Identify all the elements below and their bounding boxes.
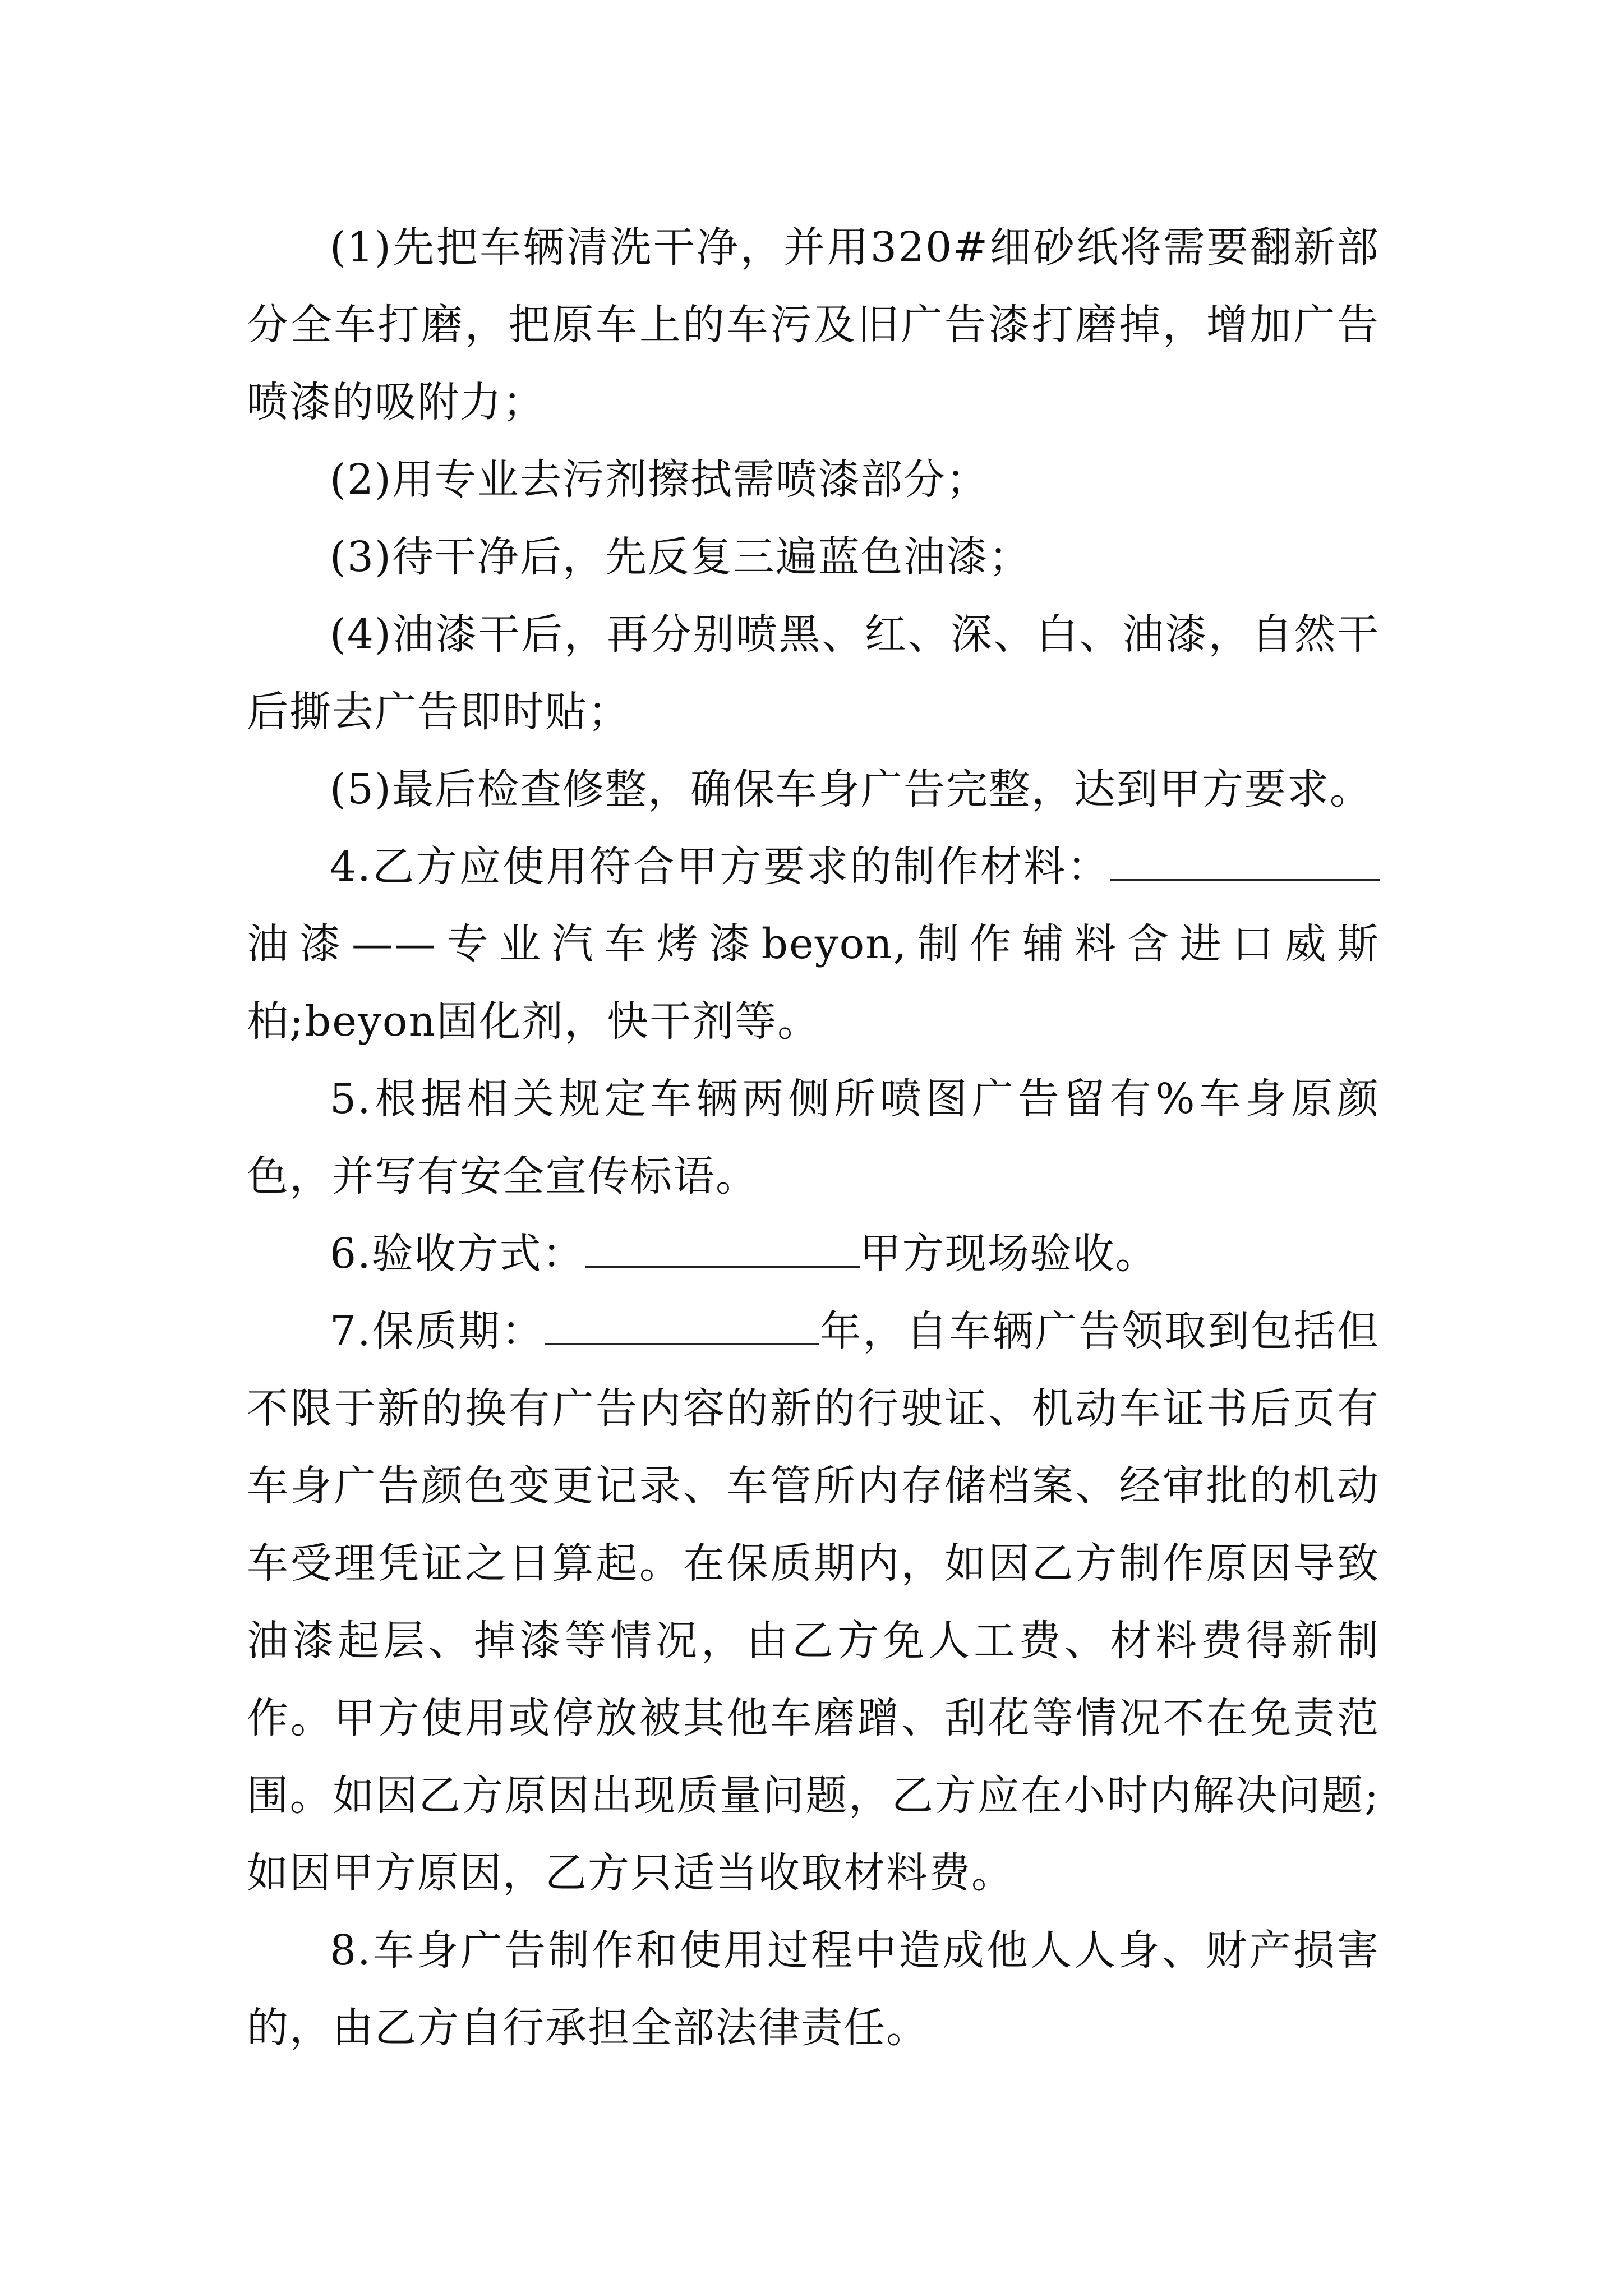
paragraph-item-7 xyxy=(247,1292,1380,1912)
acceptance-method-blank-field[interactable] xyxy=(585,1230,860,1268)
item-4-suffix: 油漆——专业汽车烤漆beyon,制作辅料含进口威斯柏;beyon固化剂，快干剂等。 xyxy=(247,920,1380,1046)
paragraph-item-4 xyxy=(247,828,1380,1060)
paragraph-item-8: 8.车身广告制作和使用过程中造成他人人身、财产损害的，由乙方自行承担全部法律责任。 xyxy=(247,1926,1380,2052)
item-7-prefix: 7.保质期： xyxy=(330,1307,545,1355)
item-6-prefix: 6.验收方式： xyxy=(330,1230,585,1278)
paragraph-step-5: (5)最后检查修整，确保车身广告完整，达到甲方要求。 xyxy=(330,765,1372,813)
paragraph-step-4: (4)油漆干后，再分别喷黑、红、深、白、油漆，自然干后撕去广告即时贴； xyxy=(247,610,1380,736)
paragraph-step-3: (3)待干净后，先反复三遍蓝色油漆； xyxy=(330,533,1031,581)
item-4-prefix: 4.乙方应使用符合甲方要求的制作材料： xyxy=(330,843,1110,891)
warranty-period-blank-field[interactable] xyxy=(545,1308,819,1345)
paragraph-item-6 xyxy=(247,1215,1380,1292)
item-6-suffix: 甲方现场验收。 xyxy=(859,1230,1158,1278)
paragraph-step-2: (2)用专业去污剂擦拭需喷漆部分； xyxy=(330,455,989,504)
item-7-suffix: 年，自车辆广告领取到包括但不限于新的换有广告内容的新的行驶证、机动车证书后页有车身广告颜色变更记录、车管所内存储档案、经审批的机动车受理凭证之日算起。在保质期内，如因乙方制作原因导致油漆起层、掉漆等情况，由乙方免人工费、材料费得新制作。甲方使用或停放被其他车磨蹭、刮花等情况不在免责范围。如因乙方原因出现质量问题，乙方应在小时内解决问题;如因甲方原因，乙方只适当收取材料费。 xyxy=(247,1307,1380,1897)
paragraph-step-1: (1)先把车辆清洗干净，并用320#细砂纸将需要翻新部分全车打磨，把原车上的车污及旧广告漆打磨掉，增加广告喷漆的吸附力； xyxy=(247,223,1380,426)
paragraph-item-5: 5.根据相关规定车辆两侧所喷图广告留有%车身原颜色，并写有安全宣传标语。 xyxy=(247,1075,1380,1200)
material-blank-field[interactable] xyxy=(1110,843,1380,881)
document-page xyxy=(247,209,1380,2067)
